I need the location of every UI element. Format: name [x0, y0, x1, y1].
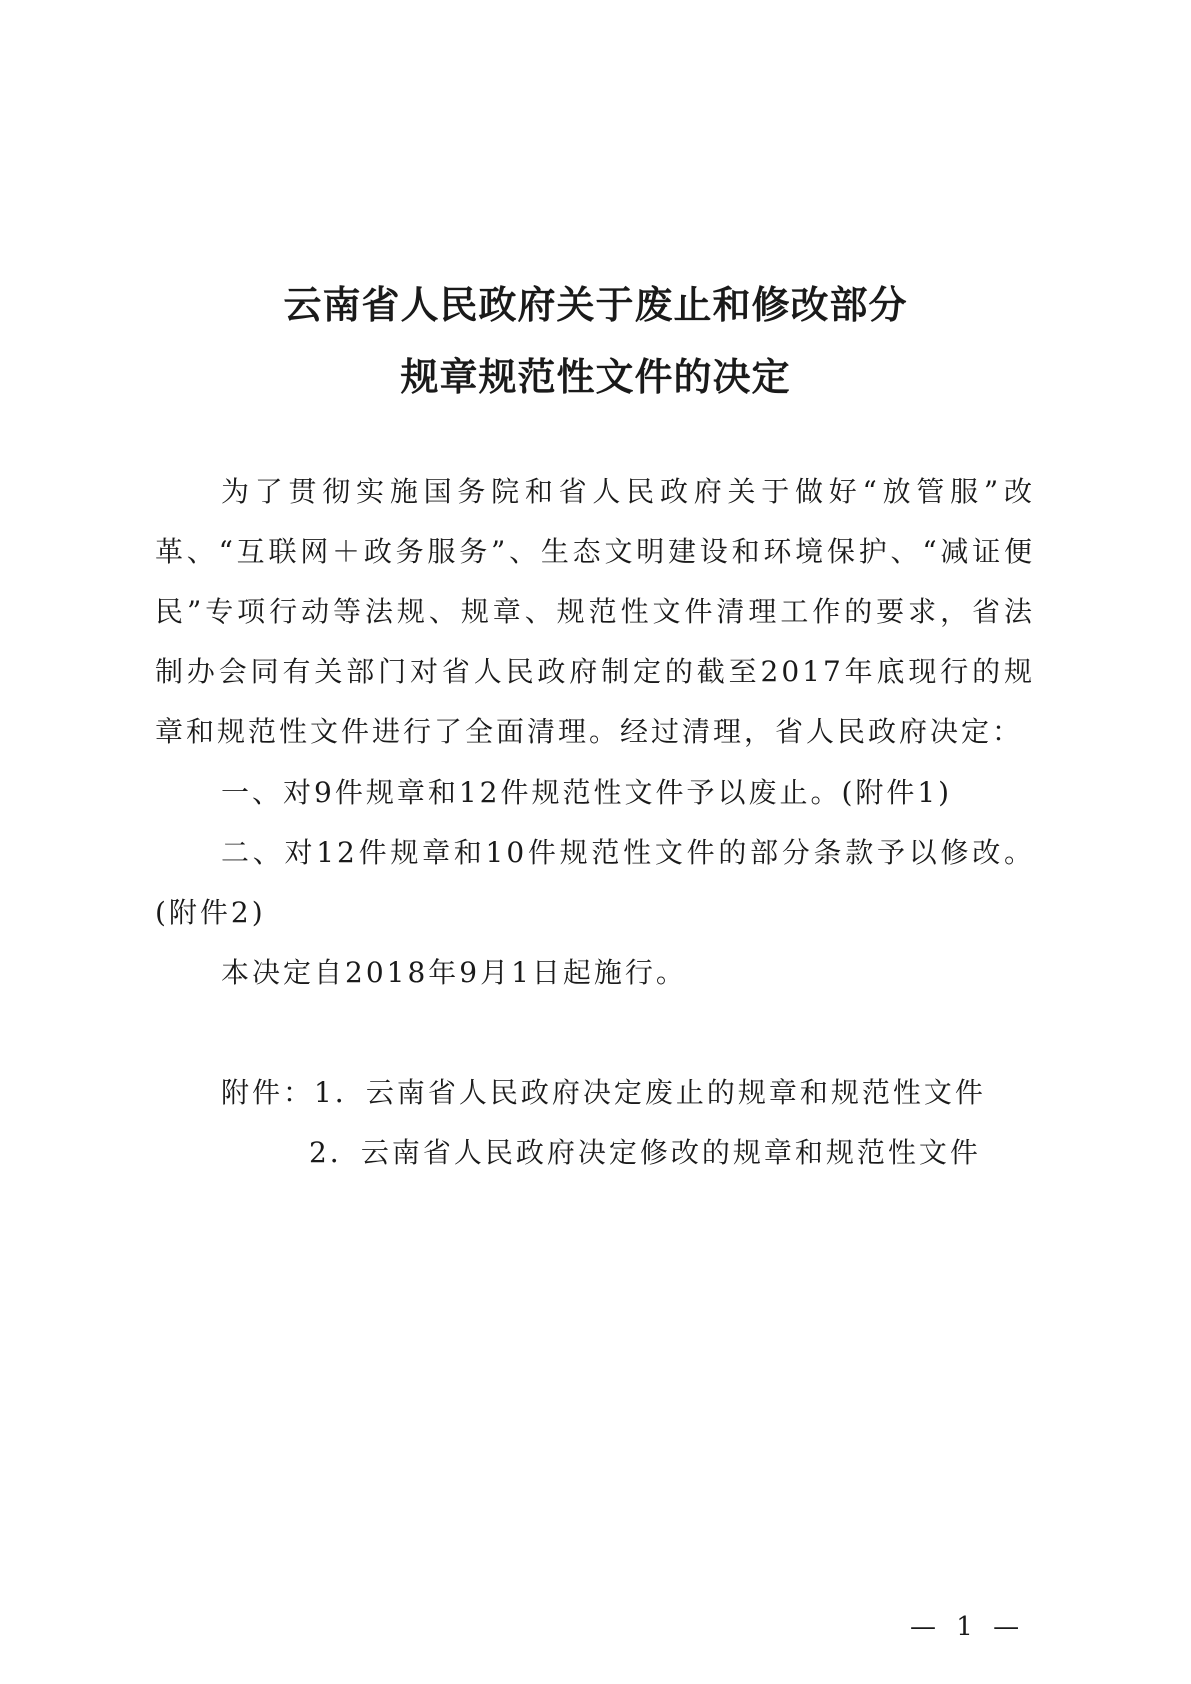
intro-paragraph: 为了贯彻实施国务院和省人民政府关于做好“放管服”改革、“互联网＋政务服务”、生态文明建设和环境保护、“减证便民”专项行动等法规、规章、规范性文件清理工作的要求，省法制办会同有关部门对省人民政府制定的截至2017年底现行的规章和规范性文件进行了全面清理。经过清理，省人民政府决定：	[155, 475, 1035, 748]
document-title-line-2: 规章规范性文件的决定	[400, 355, 791, 399]
attachment-line-1: 附件：1．云南省人民政府决定废止的规章和规范性文件	[221, 1076, 986, 1109]
effective-date-paragraph: 本决定自2018年9月1日起施行。	[221, 956, 687, 989]
decision-item-1: 一、对9件规章和12件规范性文件予以废止。(附件1)	[221, 776, 953, 809]
decision-item-2: 二、对12件规章和10件规范性文件的部分条款予以修改。(附件2)	[155, 836, 1035, 929]
page-number: — 1 —	[910, 1612, 1026, 1642]
document-title-line-1: 云南省人民政府关于废止和修改部分	[283, 283, 908, 327]
attachment-line-2: 2．云南省人民政府决定修改的规章和规范性文件	[309, 1136, 981, 1169]
